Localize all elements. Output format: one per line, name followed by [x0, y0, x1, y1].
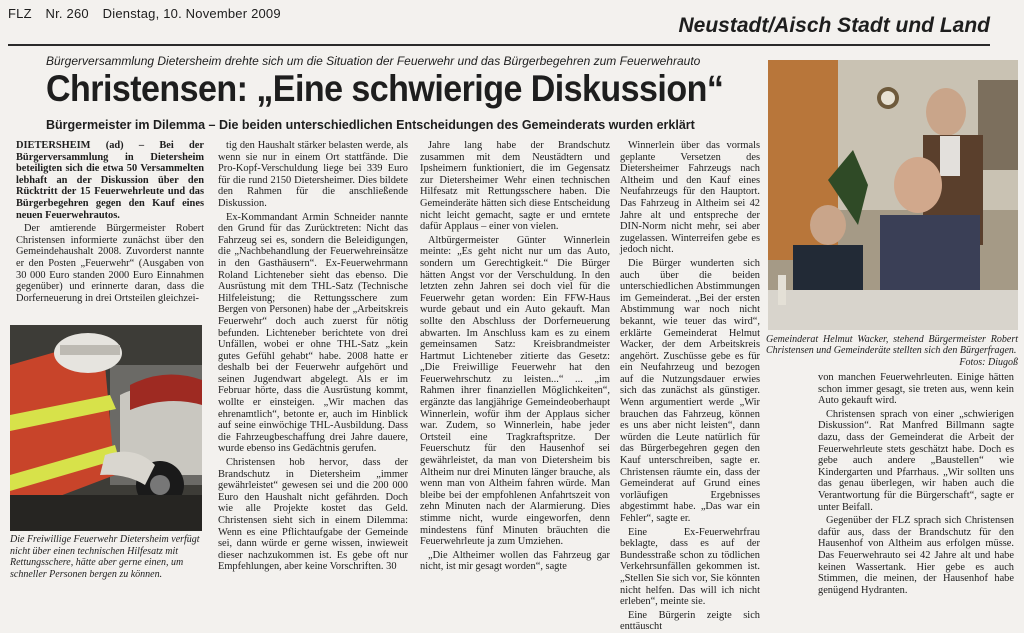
article-column-2	[218, 140, 408, 596]
article-paragraph: Der amtierende Bürgermeister Robert Christensen informierte zunächst über den Gemeindehaushalt 2008. Zuvorderst nannte er den Posten „Feuerwehr“ (Ausgaben von 30 000 Euro standen 2000 Euro Einnahmen gegenüber) und erinnerte daran, dass die Dorferneuerung in drei Ortsteilen gleichzei-	[16, 223, 204, 304]
firefighter-illustration	[10, 325, 202, 531]
meeting-photo	[768, 60, 1018, 330]
photo-caption	[766, 334, 1018, 368]
article-paragraph: tig den Haushalt stärker belasten werde, als wenn sie nur in einem Ort stattfände. Die Pro-Kopf-Verschuldung liege bei 339 Euro für die rund 2150 Dietersheimer. Dies bildete den Rahmen für die anschließende Diskussion.	[218, 140, 408, 209]
issue-number: Nr. 260	[45, 6, 89, 21]
article-headline: Christensen: „Eine schwierige Diskussion“	[46, 68, 724, 109]
article-subhead: Bürgermeister im Dilemma – Die beiden unterschiedlichen Entscheidungen des Gemeinderats wurden erklärt	[46, 118, 695, 132]
article-paragraph: Eine Ex-Feuerwehrfrau beklagte, dass es auf der Bundesstraße schon zu tödlichen Verkehrsunfällen gekommen ist. „Stellen Sie sich vor, Sie könnten nicht helfen. Das will ich nicht erleben“, meinte sie.	[620, 526, 760, 608]
article-paragraph: Winnerlein über das vormals geplante Versetzen des Dietersheimer Fahrzeugs nach Altheim und den Kauf eines Neufahrzeugs für den Hauptort. Das Fahrzeug in Altheim sei 42 Jahre alt und entspreche der DIN-Norm nicht mehr, sei aber zugelassen. Winterreifen gebe es jedoch nicht.	[620, 140, 760, 256]
article-paragraph: Jahre lang habe der Brandschutz zusammen mit dem Neustädtern und Ipsheimern funktioniert, die im Gegensatz zur Dietersheimer Wehr einen technischen Hilfesatz mit Rettungsschere haben. Die Gemeinderäte hätten sich diese Entscheidung nicht leicht gemacht, sagte er und erntete dafür Applaus – einer von vielen.	[420, 140, 610, 233]
article-paragraph: Christensen sprach von einer „schwierigen Diskussion“. Rat Manfred Billmann sagte dazu, dass der Gemeinderat die Arbeit der Feuerwehrleute stets geschätzt habe. Doch es gebe auch andere „Baustellen“ wie Kindergarten und Pfarrhaus. „Wir sollten uns das genau überlegen, wir haben auch die Verantwortung für die Bürgerschaft“, sagte er unter Beifall.	[818, 408, 1014, 513]
article-paragraph: Eine Bürgerin zeigte sich enttäuscht	[620, 609, 760, 633]
photo-caption: Die Freiwillige Feuerwehr Dietersheim verfügt nicht über einen technischen Hilfesatz mit Rettungsschere, hätte aber gerne einen, um schneller Personen bergen zu können.	[10, 534, 200, 580]
article-paragraph: Ex-Kommandant Armin Schneider nannte den Grund für das Zurücktreten: Nicht das Fahrzeug sei es, sondern die Beleidigungen, die „Nachbehandlung der Feuerwehreinsätze in den Gasthäusern“. Ex-Feuerwehrmann Roland Lichteneber sieht das ebenso. Die Ausrüstung mit dem THL-Satz (Technische Hilfeleistung; die Rettungsschere zum Bergen von Personen) habe der „Arbeitskreis Feuerwehr“ doch auch zuerst für nötig befunden. Lichteneber berichtete von drei Unfällen, wobei er ohne THL-Satz „kein gutes Gefühl gehabt“ habe. 2008 hatte er deshalb bei der Feuerwehr aufgehört und seinen Jugendwart abgelegt. Als er im Februar hörte, dass die Ausrüstung kommt, wollte er einsteigen. „Wir machen das ehrenamtlich“, betonte er, auch im Hinblick auf seine einwöchige THL-Ausbildung. Dass die Fahrzeugbeschaffung drei Jahre dauere, wurde ebenso ins Gedächtnis gerufen.	[218, 211, 408, 455]
article-paragraph: „Die Altheimer wollen das Fahrzeug gar nicht, ist mir gesagt worden“, sagte	[420, 549, 610, 573]
header-divider	[8, 44, 990, 46]
article-paragraph: Christensen hob hervor, dass der Brandschutz in Dietersheim „immer gewährleistet“ gewesen sei und die 200 000 Euro den Haushalt nicht gefährden. Doch wie alle Projekte kostet das Geld. Christensen sieht sich in einem Dilemma: Wenn es eine Pflichtaufgabe der Gemeinde sei, dann würde er gerne wissen, inwieweit dieser nachzukommen ist. Es gebe oft nur Empfehlungen, aber keine Vorschriften. 30	[218, 457, 408, 573]
article-column-5	[818, 372, 1014, 602]
issue-date: Dienstag, 10. November 2009	[102, 6, 281, 21]
page-header-info	[8, 6, 291, 21]
article-paragraph: Gegenüber der FLZ sprach sich Christensen dafür aus, dass der Brandschutz für den Hausenhof von Altheim aus erfolgen müsse. Das Feuerwehrauto sei 42 Jahre alt und habe keinen Wassertank. Hier gebe es auch Stimmen, die meinen, der Hausenhof habe genügend Hydranten.	[818, 515, 1014, 596]
photo-caption-text: Gemeinderat Helmut Wacker, stehend Bürgermeister Robert Christensen und Gemeinderäte stellten sich den Bürgerfragen.	[766, 334, 1018, 357]
firefighter-photo	[10, 325, 202, 531]
article-column-3	[420, 140, 610, 596]
section-title: Neustadt/Aisch Stadt und Land	[678, 14, 990, 37]
article-column-1	[16, 140, 204, 322]
paper-name: FLZ	[8, 6, 32, 21]
article-column-4	[620, 140, 760, 633]
article-kicker: Bürgerversammlung Dietersheim drehte sich um die Situation der Feuerwehr und das Bürgerbegehren zum Feuerwehrauto	[46, 54, 701, 68]
article-paragraph: Altbürgermeister Günter Winnerlein meinte: „Es geht nicht nur um das Auto, sondern um Gerechtigkeit.“ Die Bürger hätten Angst vor der Verschuldung. In den letzten zehn Jahren sei doch viel für die Feuerwehr getan worden: Ein FFW-Haus wurde gebaut und ein Auto gekauft. Man sollte den Abschluss der Dorferneuerung abwarten. Im Anschluss kam es zu einem gemeinsamen Satz: Kreisbrandmeister Hartmut Lichteneber zitierte das Gesetz: „Die Freiwillige Feuerwehr hat den Feuerwehrschutz zu leisten...“ ... „im Rahmen ihrer finanziellen Möglichkeiten“, ergänzte das langjährige Gemeindeoberhaupt Winnerlein, wofür ihm der Applaus sicher war. Zudem, so Winnerlein, habe jeder Ortsteil eine Tragkraftspritze. Der Feuerschutz für den Hausenhof sei gewährleistet, da man von Dietersheim bis Altheim nur drei Minuten länger brauche, als wenn man von Altheim fahren würde. Man bleibe bei der empfohlenen Anfahrtszeit von zehn Minuten nach der Alarmierung. Dies stimme nicht, wurde eingeworfen, denn mindestens fünf Minuten bräuchten die Feuerwehrleute ja zum Umziehen.	[420, 234, 610, 548]
meeting-illustration	[768, 60, 1018, 330]
photo-credit: Fotos: Diugoß	[959, 356, 1018, 368]
article-paragraph: von manchen Feuerwehrleuten. Einige hätten schon immer gesagt, sie treten aus, wenn kein Auto gekauft wird.	[818, 372, 1014, 407]
article-paragraph: Die Bürger wunderten sich auch über die beiden unterschiedlichen Abstimmungen im Gemeinderat. „Bei der ersten Abstimmung war noch nicht bekannt, wie teuer das wird“, erklärte Gemeinderat Helmut Wacker, der dem Arbeitskreis angehört. Zuschüsse gebe es für ein Neufahrzeug und bezogen auf die Nutzungsdauer erwies sich das zunächst als günstiger. Wenn argumentiert werde „Wir brauchen das Fahrzeug, können es uns aber nicht leisten“, dann würden die Leute natürlich für das Bürgerbegehren gegen den Kauf unterschreiben, sagte er. Christensen räumte ein, dass der Gemeinderat auf Grund eines vorläufigen Ergebnisses abgestimmt habe. „Das war ein Fehler“, sagte er.	[620, 257, 760, 524]
article-lead: DIETERSHEIM (ad) – Bei der Bürgerversammlung in Dietersheim beteiligten sich die etwa 50 Versammelten lebhaft an der Diskussion über den Rücktritt der 15 Feuerwehrleute und das Bürgerbegehren gegen den Kauf eines neuen Feuerwehrautos.	[16, 140, 204, 221]
